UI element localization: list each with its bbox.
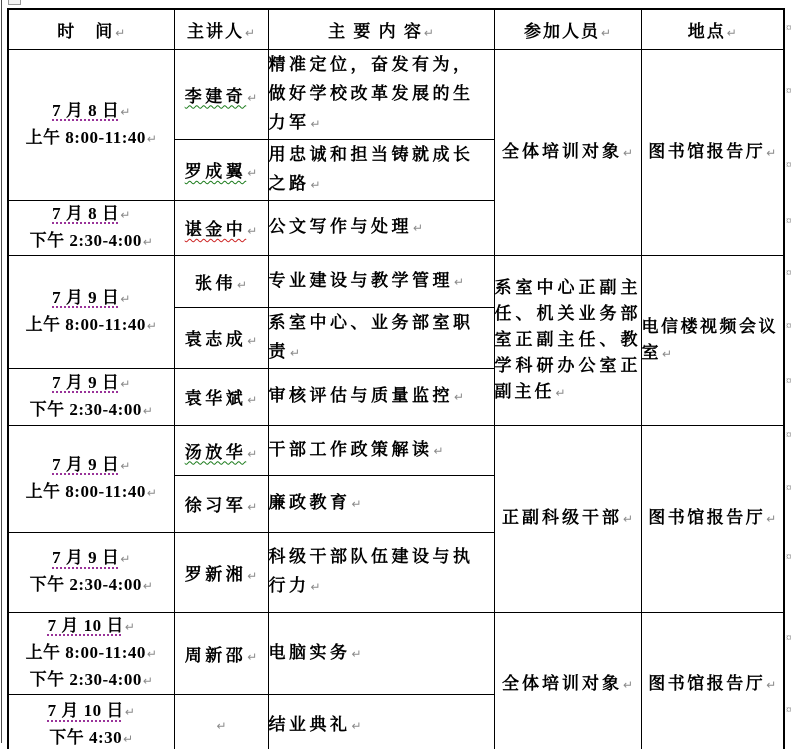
speaker-name: 徐习军	[184, 496, 247, 515]
lecture-topic: 结业典礼	[268, 714, 351, 734]
session-date: 7 月 10 日	[47, 701, 124, 721]
header-time: 时 间↵	[8, 9, 174, 49]
session-date: 7 月 9 日	[52, 372, 120, 392]
header-location: 地点↵	[641, 9, 784, 49]
speaker-cell	[174, 425, 268, 475]
row-end-mark: ¤	[786, 632, 792, 644]
paragraph-mark: ↵	[146, 131, 157, 146]
time-cell	[8, 255, 174, 368]
lecture-topic: 专业建设与教学管理	[268, 270, 453, 290]
content-cell	[268, 200, 494, 255]
participants-cell	[494, 49, 641, 255]
header-content: 主 要 内 容↵	[268, 9, 494, 49]
row-end-mark: ¤	[786, 551, 792, 563]
header-row	[8, 9, 784, 49]
row-end-mark: ¤	[786, 22, 792, 34]
paragraph-mark: ↵	[142, 673, 153, 688]
participants-text: 系室中心正副主任、机关业务部室正副主任、教学科研办公室正副主任	[494, 277, 641, 401]
participants-text: 正副科级干部	[501, 508, 622, 527]
speaker-name: 袁志成	[184, 330, 247, 349]
speaker-cell	[174, 139, 268, 200]
session-date: 7 月 9 日	[52, 454, 120, 474]
session-time: 上午 8:00-11:40	[25, 127, 146, 147]
speaker-cell	[174, 368, 268, 425]
session-time: 下午 2:30-4:00	[29, 399, 142, 419]
content-cell	[268, 532, 494, 612]
paragraph-mark: ↵	[454, 390, 465, 404]
paragraph-mark: ↵	[244, 25, 256, 40]
time-cell	[8, 532, 174, 612]
content-cell	[268, 425, 494, 475]
paragraph-mark: ↵	[622, 512, 634, 526]
session-date: 7 月 9 日	[52, 548, 120, 567]
participants-cell	[494, 425, 641, 612]
paragraph-mark: ↵	[433, 443, 444, 458]
paragraph-mark: ↵	[247, 446, 258, 461]
paragraph-mark: ↵	[247, 334, 258, 348]
participants-text: 全体培训对象	[501, 141, 622, 161]
paragraph-mark: ↵	[146, 485, 157, 500]
paragraph-mark: ↵	[726, 25, 737, 40]
session-date: 7 月 8 日	[52, 203, 120, 223]
paragraph-mark: ↵	[124, 705, 135, 720]
speaker-name: 李建奇	[184, 86, 247, 106]
paragraph-mark: ↵	[216, 719, 227, 734]
paragraph-mark: ↵	[351, 646, 362, 661]
paragraph-mark: ↵	[247, 500, 258, 514]
location-cell	[641, 255, 784, 425]
table-row	[8, 425, 784, 475]
session-time: 下午 2:30-4:00	[29, 669, 142, 689]
lecture-topic: 廉政教育	[268, 493, 351, 512]
paragraph-mark: ↵	[120, 104, 131, 119]
session-time: 下午 4:30	[49, 728, 123, 748]
lecture-topic: 精准定位，奋发有为，做好学校改革发展的生力军	[268, 54, 474, 132]
paragraph-mark: ↵	[662, 346, 673, 361]
time-cell	[8, 200, 174, 255]
time-cell	[8, 694, 174, 749]
paragraph-mark: ↵	[766, 145, 777, 160]
paragraph-mark: ↵	[600, 25, 612, 40]
lecture-topic: 公文写作与处理	[268, 217, 412, 236]
table-row	[8, 612, 784, 694]
paragraph-mark: ↵	[247, 224, 258, 238]
content-cell	[268, 368, 494, 425]
paragraph-mark: ↵	[622, 677, 634, 692]
session-time: 下午 2:30-4:00	[29, 575, 142, 594]
session-time: 下午 2:30-4:00	[29, 230, 142, 250]
paragraph-mark: ↵	[247, 568, 258, 583]
location-text: 图书馆报告厅	[648, 141, 766, 161]
row-end-mark: ¤	[786, 429, 792, 441]
participants-cell	[494, 255, 641, 425]
paragraph-mark: ↵	[310, 116, 321, 131]
paragraph-mark: ↵	[310, 177, 321, 192]
paragraph-mark: ↵	[120, 291, 131, 306]
speaker-cell	[174, 49, 268, 139]
location-cell	[641, 425, 784, 612]
paragraph-mark: ↵	[351, 497, 362, 511]
speaker-cell	[174, 612, 268, 694]
speaker-cell	[174, 475, 268, 532]
content-cell	[268, 139, 494, 200]
paragraph-mark: ↵	[146, 318, 157, 333]
training-schedule-table	[7, 8, 785, 749]
content-cell	[268, 307, 494, 368]
header-speaker: 主讲人↵	[174, 9, 268, 49]
text-boundary-line	[1, 0, 2, 743]
paragraph-mark: ↵	[423, 25, 434, 40]
paragraph-mark: ↵	[124, 619, 135, 634]
paragraph-mark: ↵	[146, 646, 157, 661]
paragraph-mark: ↵	[236, 277, 248, 292]
location-text: 图书馆报告厅	[648, 673, 766, 693]
location-text: 图书馆报告厅	[648, 508, 766, 527]
content-cell	[268, 694, 494, 749]
time-cell	[8, 368, 174, 425]
row-end-mark: ¤	[786, 85, 792, 97]
session-date: 7 月 10 日	[47, 615, 124, 635]
content-cell	[268, 49, 494, 139]
row-end-mark: ¤	[786, 159, 792, 171]
speaker-cell	[174, 255, 268, 307]
paragraph-mark: ↵	[454, 274, 465, 289]
time-cell	[8, 49, 174, 200]
paragraph-mark: ↵	[310, 580, 321, 594]
speaker-name: 谌金中	[184, 220, 247, 239]
lecture-topic: 干部工作政策解读	[268, 439, 433, 459]
content-cell	[268, 612, 494, 694]
speaker-name: 罗新湘	[184, 564, 247, 584]
paragraph-mark: ↵	[123, 732, 134, 747]
content-cell	[268, 475, 494, 532]
speaker-name: 汤放华	[184, 442, 247, 462]
paragraph-mark: ↵	[142, 579, 153, 593]
paragraph-mark: ↵	[247, 649, 258, 664]
session-date: 7 月 8 日	[52, 100, 120, 120]
paragraph-mark: ↵	[247, 166, 258, 180]
speaker-cell	[174, 200, 268, 255]
speaker-cell-empty	[174, 694, 268, 749]
table-row	[8, 49, 784, 139]
lecture-topic: 用忠诚和担当铸就成长之路	[268, 144, 474, 193]
row-end-mark: ¤	[786, 375, 792, 387]
content-cell	[268, 255, 494, 307]
paragraph-mark: ↵	[120, 552, 131, 566]
participants-cell	[494, 612, 641, 749]
speaker-cell	[174, 532, 268, 612]
session-date: 7 月 9 日	[52, 287, 120, 307]
paragraph-mark: ↵	[351, 718, 362, 733]
header-participants: 参加人员↵	[494, 9, 641, 49]
paragraph-mark: ↵	[247, 393, 258, 407]
paragraph-mark: ↵	[413, 221, 424, 235]
speaker-name: 周新邵	[184, 645, 247, 665]
row-end-mark: ¤	[786, 482, 792, 494]
location-cell	[641, 49, 784, 255]
paragraph-mark: ↵	[622, 145, 634, 160]
paragraph-mark: ↵	[120, 207, 131, 222]
session-time: 上午 8:00-11:40	[25, 314, 146, 334]
row-end-mark: ¤	[786, 320, 792, 332]
paragraph-mark: ↵	[115, 25, 126, 40]
speaker-name: 袁华斌	[184, 389, 247, 408]
paragraph-mark: ↵	[142, 403, 153, 418]
time-cell	[8, 425, 174, 532]
location-text: 电信楼视频会议室	[641, 316, 778, 362]
paragraph-mark: ↵	[290, 345, 301, 360]
lecture-topic: 审核评估与质量监控	[268, 386, 453, 405]
paragraph-mark: ↵	[120, 376, 131, 391]
row-end-mark: ¤	[786, 215, 792, 227]
time-cell	[8, 612, 174, 694]
paragraph-mark: ↵	[555, 385, 566, 400]
row-end-mark: ¤	[786, 704, 792, 716]
speaker-name: 罗成翼	[184, 162, 247, 181]
location-cell	[641, 612, 784, 749]
paragraph-mark: ↵	[142, 234, 153, 249]
row-end-mark: ¤	[786, 267, 792, 279]
paragraph-mark: ↵	[766, 512, 777, 526]
speaker-name: 张伟	[194, 273, 236, 293]
lecture-topic: 系室中心、业务部室职责	[268, 312, 474, 361]
table-move-handle[interactable]	[8, 0, 21, 5]
paragraph-mark: ↵	[766, 677, 777, 692]
lecture-topic: 科级干部队伍建设与执行力	[268, 547, 474, 595]
session-time: 上午 8:00-11:40	[25, 642, 146, 662]
paragraph-mark: ↵	[120, 458, 131, 473]
session-time: 上午 8:00-11:40	[25, 481, 146, 501]
participants-text: 全体培训对象	[501, 673, 622, 693]
lecture-topic: 电脑实务	[268, 642, 351, 662]
speaker-cell	[174, 307, 268, 368]
paragraph-mark: ↵	[247, 90, 258, 105]
table-row	[8, 255, 784, 307]
